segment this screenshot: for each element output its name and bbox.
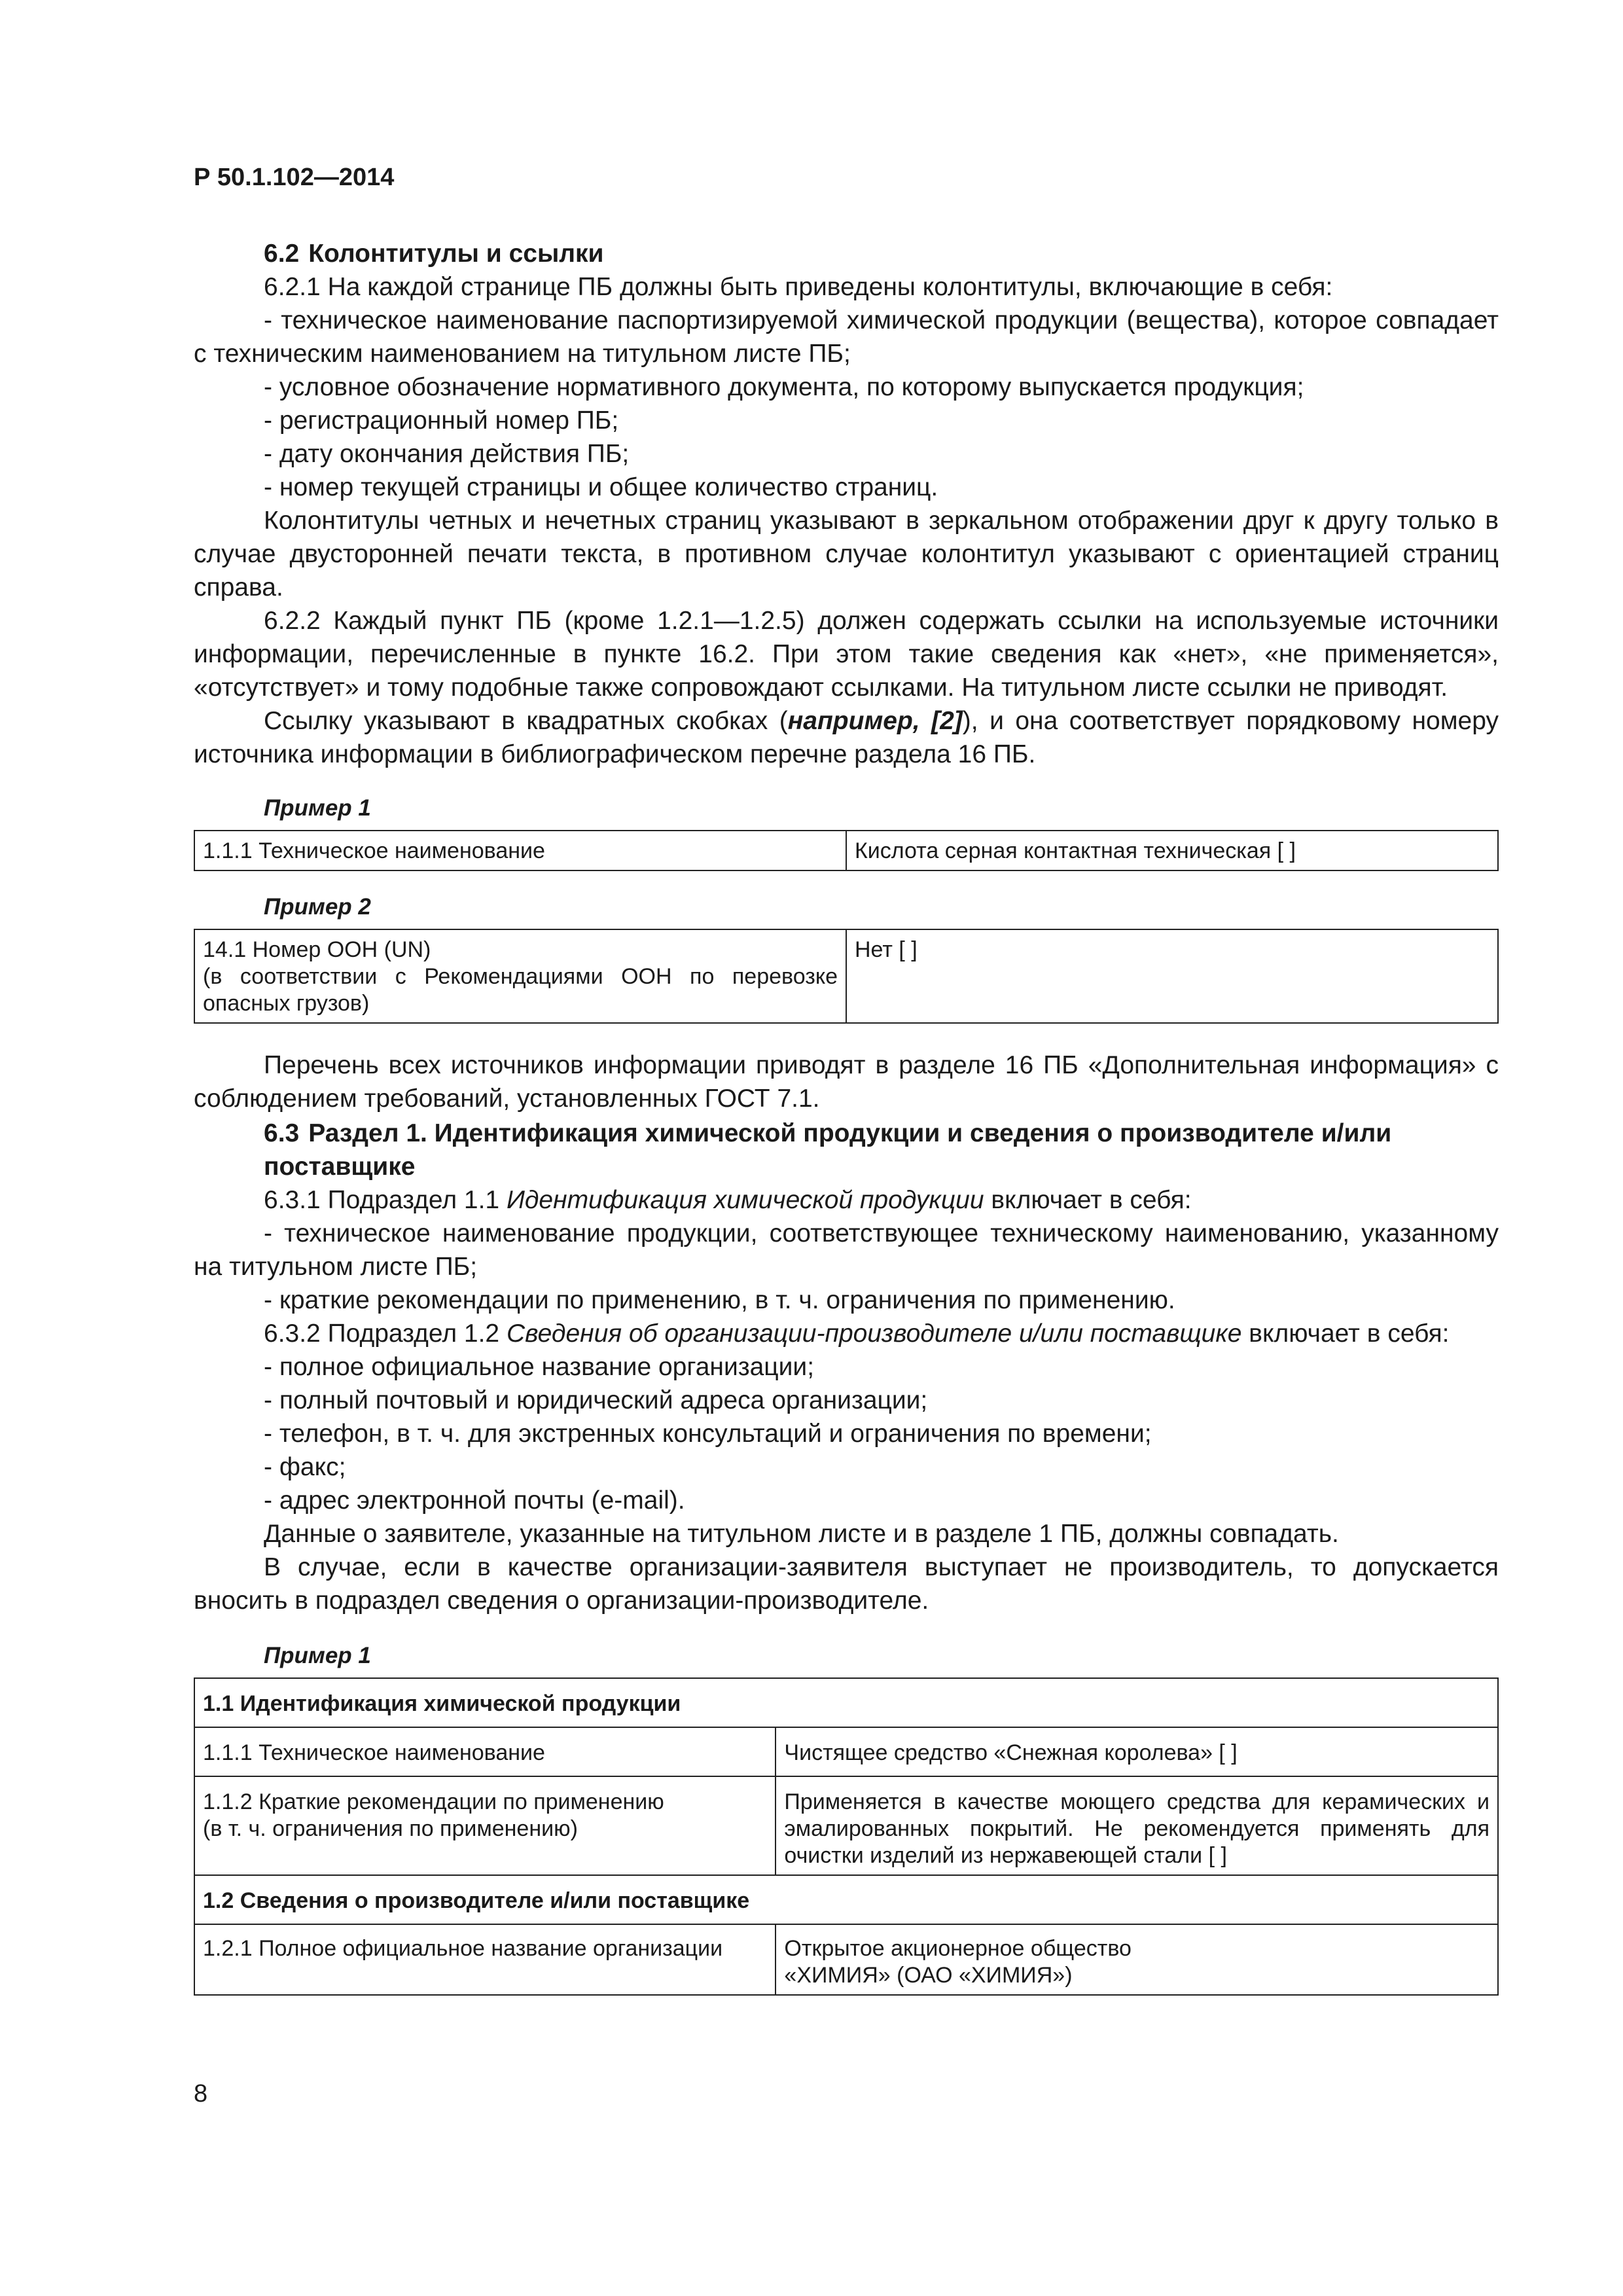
table-row [194,1727,1498,1776]
list-item: - техническое наименование паспортизируемой химической продукции (вещества), которое совпадает с техническим наименованием на титульном листе ПБ; [194,306,1499,368]
table-cell: Чистящее средство «Снежная королева» [ ] [776,1727,1498,1776]
paragraph-reference-format [194,704,1499,771]
section-number: 6.2 [264,240,300,268]
table-section-header: 1.2 Сведения о производителе и/или поставщике [194,1875,1498,1924]
table-cell: 1.1.1 Техническое наименование [194,1727,776,1776]
page-content [194,237,1499,1996]
text-run: включает в себя: [1241,1319,1450,1348]
paragraph-6-2-1: 6.2.1 На каждой странице ПБ должны быть приведены колонтитулы, включающие в себя: [264,273,1333,301]
list-item: - телефон, в т. ч. для экстренных консультаций и ограничения по времени; [264,1420,1152,1448]
paragraph-6-2-2: 6.2.2 Каждый пункт ПБ (кроме 1.2.1—1.2.5) должен содержать ссылки на используемые источники информации, перечисленные в пункте 16.2. При этом такие сведения как «нет», «не применяется», «отсутствует» и тому подобные также сопровождают ссылками. На титульном листе ссылки не приводят. [194,607,1499,702]
list-item: - полный почтовый и юридический адреса организации; [264,1386,928,1414]
table-cell: 14.1 Номер ООН (UN) (в соответствии с Рекомендациями ООН по перевозке опасных грузов) [194,929,846,1023]
paragraph-6-3-1 [194,1183,1499,1217]
list-item: - номер текущей страницы и общее количество страниц. [264,473,938,501]
table-cell: Открытое акционерное общество «ХИМИЯ» (ОАО «ХИМИЯ») [776,1924,1498,1995]
example-table-3 [194,1677,1499,1996]
paragraph-sources-list: Перечень всех источников информации приводят в разделе 16 ПБ «Дополнительная информация» с соблюдением требований, установленных ГОСТ 7.1. [194,1051,1499,1113]
text-run: 6.3.2 Подраздел 1.2 [264,1319,507,1348]
list-item: - адрес электронной почты (e-mail). [264,1486,685,1515]
table-row [194,1924,1498,1995]
document-header: Р 50.1.102—2014 [194,164,395,191]
table-cell: Кислота серная контактная техническая [ ] [846,831,1498,870]
text-run: 6.3.1 Подраздел 1.1 [264,1186,507,1214]
list-item: - краткие рекомендации по применению, в т. ч. ограничения по применению. [264,1286,1175,1314]
table-header-row [194,1875,1498,1924]
page-number: 8 [194,2080,208,2108]
table-header-row [194,1678,1498,1727]
example-label: Пример 1 [264,795,371,821]
list-item: - техническое наименование продукции, соответствующее техническому наименованию, указанному на титульном листе ПБ; [194,1219,1499,1281]
example-emphasis: например, [2] [787,707,963,735]
table-cell: 1.1.1 Техническое наименование [194,831,846,870]
table-cell: 1.2.1 Полное официальное название организации [194,1924,776,1995]
table-row [194,1776,1498,1875]
section-title: Раздел 1. Идентификация химической продукции и сведения о производителе и/или поставщике [264,1119,1392,1181]
example-label: Пример 1 [264,1643,371,1668]
subsection-title: Сведения об организации-производителе и/или поставщике [506,1319,1242,1348]
section-title: Колонтитулы и ссылки [308,240,604,268]
list-item: - дату окончания действия ПБ; [264,440,630,468]
list-item: - условное обозначение нормативного документа, по которому выпускается продукция; [264,373,1304,401]
paragraph-6-3-2 [194,1317,1499,1350]
table-section-header: 1.1 Идентификация химической продукции [194,1678,1498,1727]
table-row [194,929,1498,1023]
text-run: ), и она соответствует порядковому номеру источника информации в библиографическом перечне раздела 16 ПБ. [194,707,1499,768]
text-run: включает в себя: [984,1186,1192,1214]
table-cell: Нет [ ] [846,929,1498,1023]
paragraph-running-heads: Колонтитулы четных и нечетных страниц указывают в зеркальном отображении друг к другу только в случае двусторонней печати текста, в противном случае колонтитул указывают с ориентацией страниц справа. [194,507,1499,601]
list-item: - факс; [264,1453,346,1481]
example-table-1 [194,830,1499,871]
paragraph-manufacturer-note: В случае, если в качестве организации-заявителя выступает не производитель, то допускается вносить в подраздел сведения о организации-производителе. [194,1553,1499,1615]
example-table-2 [194,929,1499,1024]
section-heading-6-2 [194,237,1499,270]
paragraph-applicant-data: Данные о заявителе, указанные на титульном листе и в разделе 1 ПБ, должны совпадать. [264,1520,1339,1548]
example-label: Пример 2 [264,894,371,920]
text-run: Ссылку указывают в квадратных скобках ( [264,707,788,735]
table-cell: 1.1.2 Краткие рекомендации по применению (в т. ч. ограничения по применению) [194,1776,776,1875]
section-heading-6-3 [194,1117,1499,1183]
list-item: - полное официальное название организации; [264,1353,815,1381]
list-item: - регистрационный номер ПБ; [264,406,619,435]
table-row [194,831,1498,870]
subsection-title: Идентификация химической продукции [506,1186,984,1214]
table-cell: Применяется в качестве моющего средства для керамических и эмалированных покрытий. Не рекомендуется применять для очистки изделий из нержавеющей стали [ ] [776,1776,1498,1875]
section-number: 6.3 [264,1119,300,1147]
